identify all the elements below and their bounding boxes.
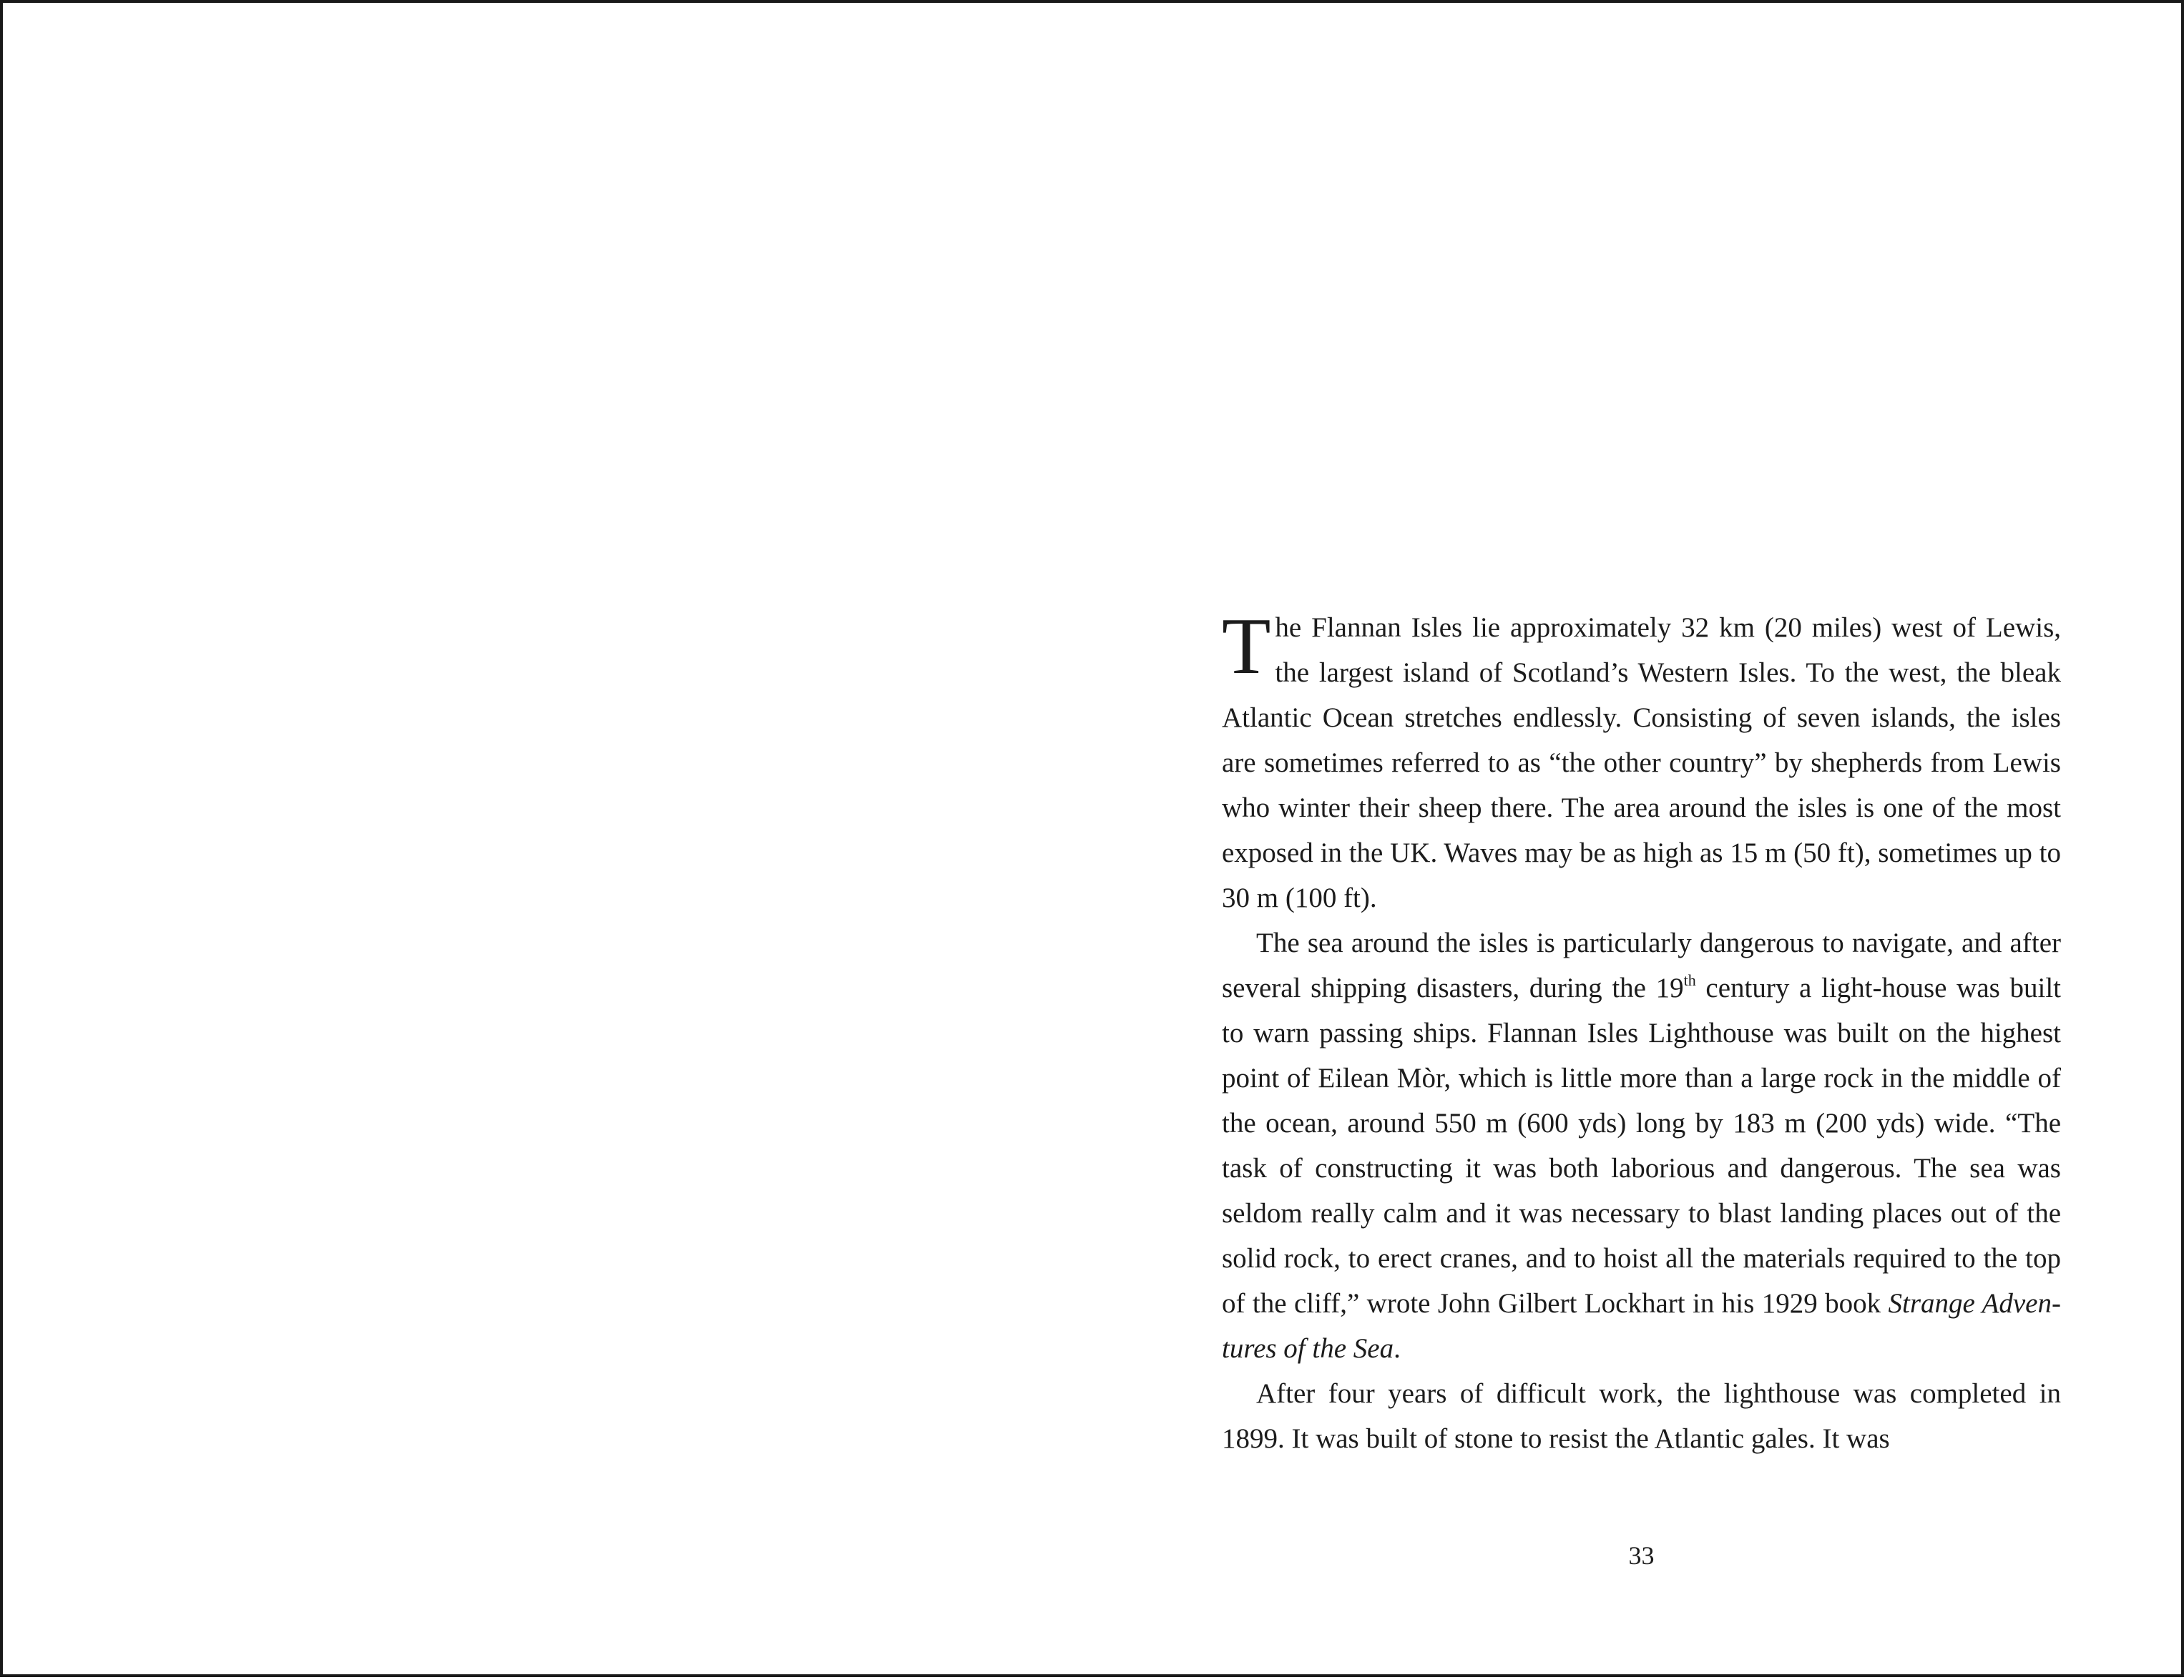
paragraph-2-text-middle: century a light-house was built to warn passing ships. Flannan Isles Lighthouse was built on the highest point of Eilean Mòr, which is little more than a large rock in the middle of the ocean, around 550 m (600 yds) long by 183 m (200 yds) wide. “The task of constructing it was both laborious and dangerous. The sea was seldom really calm and it was necessary to blast landing places out of the solid rock, to erect cranes, and to hoist all the materials required to the top of the cliff,” wrote John Gilbert Lockhart in his 1929 book	[1222, 973, 2061, 1319]
paragraph-2	[1222, 920, 2061, 1371]
right-page	[1095, 3, 2184, 1680]
book-title-italic: Strange Adven-tures of the Sea	[1222, 1288, 2061, 1364]
paragraph-2-text-start: The sea around the isles is particularly dangerous to navigate, and after several shipping disasters, during the 19	[1222, 928, 2061, 1003]
paragraph-1	[1222, 602, 2061, 920]
body-text	[1222, 602, 2061, 1461]
paragraph-1-text: he Flannan Isles lie approximately 32 km (20 miles) west of Lewis, the largest island of Scotland’s Western Isles. To the west, the bleak Atlantic Ocean stretches endlessly. Consisting of seven islands, the isles are sometimes referred to as “the other country” by shepherds from Lewis who winter their sheep there. The area around the isles is one of the most exposed in the UK. Waves may be as high as 15 m (50 ft), sometimes up to 30 m (100 ft).	[1222, 612, 2061, 913]
page-number: 33	[1628, 1541, 1655, 1570]
ordinal-superscript: th	[1683, 971, 1696, 989]
left-page-blank	[3, 3, 1095, 1680]
paragraph-3-text: After four years of difficult work, the lighthouse was completed in 1899. It was built of stone to resist the Atlantic gales. It was	[1222, 1378, 2061, 1454]
paragraph-2-end: .	[1394, 1333, 1401, 1364]
paragraph-3	[1222, 1371, 2061, 1461]
drop-cap: T	[1222, 602, 1271, 691]
